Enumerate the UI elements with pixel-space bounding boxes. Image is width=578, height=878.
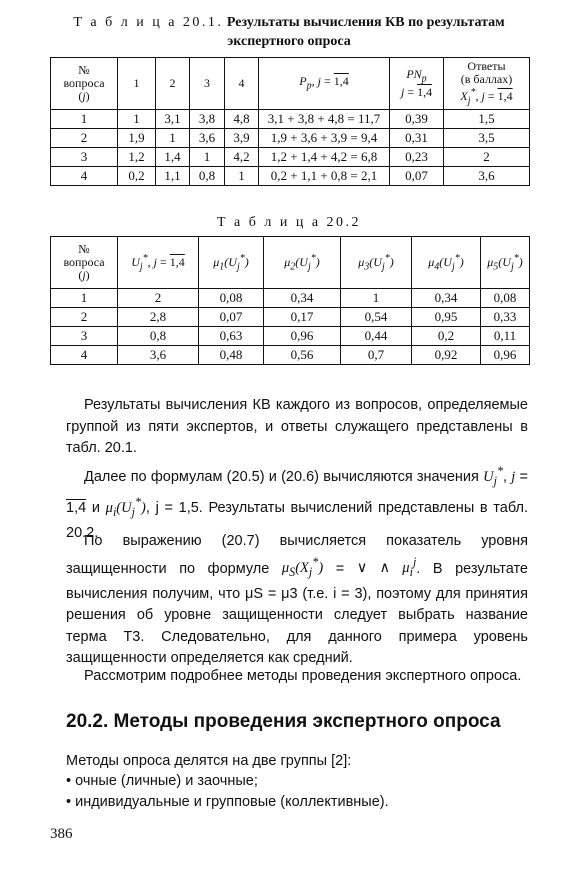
table2-cell: 2 [51, 308, 118, 327]
table2-cell: 0,8 [118, 327, 199, 346]
table2-cell: 1 [51, 289, 118, 308]
table1-cell: 3,5 [444, 129, 530, 148]
table2-header-mu1: $\mu_1(U_j^*)$ [199, 237, 264, 289]
table1-cell: 1,2 [118, 148, 156, 167]
table1-row [51, 167, 530, 186]
table2-cell: 0,34 [264, 289, 341, 308]
table2-header-row [51, 237, 530, 289]
table2-cell: 0,48 [199, 346, 264, 365]
paragraph-3: По выражению (20.7) вычисляется показатель уровня защищенности по формуле $\mu_S(X_j^*)$ = ∨ ∧ $\mu_i^j$. В результате вычисления получим, что μS = μ3 (т.е. i = 3), поэтому для принятия решения об уровне защищенности следует выбрать название терма T3. Следовательно, для данного примера уровень защищенности определяется как средний. [66, 533, 528, 667]
table-20-1 [50, 57, 530, 186]
table1-cell: 1 [51, 110, 118, 129]
table1-cell: 3,6 [444, 167, 530, 186]
table1-cell: 2 [51, 129, 118, 148]
table1-cell: 0,2 [118, 167, 156, 186]
table2-cell: 0,08 [481, 289, 530, 308]
table2-cell: 0,7 [341, 346, 412, 365]
table2-cell: 0,33 [481, 308, 530, 327]
table1-header-2: 2 [156, 58, 190, 110]
bullet-item-1: • очные (личные) и заочные; [66, 773, 258, 789]
table1-cell: 1,4 [156, 148, 190, 167]
paragraph-2-end: , j = 1,5. Результаты вычислений представлены в табл. 20.2. [66, 500, 528, 542]
table1-cell: 1 [156, 129, 190, 148]
table1-cell: 0,07 [390, 167, 444, 186]
table2-cell: 0,08 [199, 289, 264, 308]
table2-cell: 0,92 [412, 346, 481, 365]
table1-cell: 1,9 [118, 129, 156, 148]
table1-cell: 0,39 [390, 110, 444, 129]
table1-cell: 3,6 [190, 129, 225, 148]
table2-cell: 3 [51, 327, 118, 346]
table1-caption-prefix: Т а б л и ц а 20.1. [73, 15, 224, 30]
table2-cell: 2,8 [118, 308, 199, 327]
table2-row [51, 308, 530, 327]
paragraph-3-start: По выражению (20.7) вычисляется показатель уровня защищенности по формуле [66, 533, 528, 577]
table1-cell: 1 [190, 148, 225, 167]
table1-row [51, 110, 530, 129]
table1-cell: 1 [225, 167, 259, 186]
table1-cell: 3,1 + 3,8 + 4,8 = 11,7 [259, 110, 390, 129]
table2-caption-text: Т а б л и ц а 20.2 [216, 215, 362, 230]
table1-cell: 1 [118, 110, 156, 129]
table1-header-3: 3 [190, 58, 225, 110]
table1-caption-title: Результаты вычисления КВ по результатам [226, 15, 505, 30]
paragraph-4: Рассмотрим подробнее методы проведения экспертного опроса. [84, 668, 522, 684]
table1-header-pp: $P_p$, j = 1,4 [259, 58, 390, 110]
paragraph-1: Результаты вычисления КВ каждого из вопросов, определяемые группой из пяти экспертов, и ответы служащего представлены в табл. 20.1. [66, 397, 528, 456]
table2-header-mu5: $\mu_5(U_j^*)$ [481, 237, 530, 289]
paragraph-3-end: . В результате вычисления получим, что μS = μ3 (т.е. i = 3), поэтому для принятия решения об уровне защищенности следует выбрать название терма T3. Следовательно, для данного примера уровень защищенности определяется как средний. [66, 560, 528, 667]
table1-cell: 1,1 [156, 167, 190, 186]
table1-cell: 3,8 [190, 110, 225, 129]
table1-header-answers: Ответы (в баллах) $X_j^*$, j = 1,4 [444, 58, 530, 110]
table2-cell: 0,34 [412, 289, 481, 308]
table2-cell: 0,2 [412, 327, 481, 346]
table2-cell: 2 [118, 289, 199, 308]
table1-header-row [51, 58, 530, 110]
table1-caption-title-2: экспертного опроса [227, 34, 351, 49]
table1-cell: 3,9 [225, 129, 259, 148]
table1-cell: 1,9 + 3,6 + 3,9 = 9,4 [259, 129, 390, 148]
table2-cell: 0,95 [412, 308, 481, 327]
table2-cell: 1 [341, 289, 412, 308]
table2-header-mu3: $\mu_3(U_j^*)$ [341, 237, 412, 289]
table2-cell: 0,54 [341, 308, 412, 327]
table2-header-question: № вопроса (j) [51, 237, 118, 289]
table1-cell: 0,31 [390, 129, 444, 148]
table2-cell: 0,11 [481, 327, 530, 346]
table2-header-mu4: $\mu_4(U_j^*)$ [412, 237, 481, 289]
table1-cell: 0,2 + 1,1 + 0,8 = 2,1 [259, 167, 390, 186]
page-number: 386 [50, 826, 73, 842]
table2-row [51, 346, 530, 365]
table2-cell: 0,96 [481, 346, 530, 365]
table1-header-question: № вопроса (j) [51, 58, 118, 110]
paragraph-2: Далее по формулам (20.5) и (20.6) вычисляются значения $U_j^*$, j = 1,4 и $\mu_i(U_j^*)$, j = 1,5. Результаты вычислений представлены в табл. 20.2. [66, 464, 529, 542]
table1-cell: 4 [51, 167, 118, 186]
table2-cell: 3,6 [118, 346, 199, 365]
table1-header-1: 1 [118, 58, 156, 110]
table2-cell: 0,07 [199, 308, 264, 327]
table2-cell: 0,17 [264, 308, 341, 327]
section-heading: 20.2. Методы проведения экспертного опроса [66, 711, 501, 732]
paragraph-5: Методы опроса делятся на две группы [2]: [66, 753, 352, 769]
table1-header-pnp: $PN_p$ j = 1,4 [390, 58, 444, 110]
table1-row [51, 129, 530, 148]
table1-caption [0, 14, 578, 31]
table2-header-mu2: $\mu_2(U_j^*)$ [264, 237, 341, 289]
table2-cell: 0,44 [341, 327, 412, 346]
table2-caption [0, 214, 578, 231]
table1-cell: 4,2 [225, 148, 259, 167]
table-20-2 [50, 236, 530, 365]
table2-cell: 4 [51, 346, 118, 365]
table1-cell: 3,1 [156, 110, 190, 129]
table1-row [51, 148, 530, 167]
table2-cell: 0,63 [199, 327, 264, 346]
table2-cell: 0,56 [264, 346, 341, 365]
table1-cell: 0,23 [390, 148, 444, 167]
paragraph-2-start: Далее по формулам (20.5) и (20.6) вычисляются значения [84, 468, 479, 485]
table1-cell: 3 [51, 148, 118, 167]
table2-row [51, 289, 530, 308]
bullet-item-2: • индивидуальные и групповые (коллективные). [66, 794, 389, 810]
table2-cell: 0,96 [264, 327, 341, 346]
table1-cell: 1,2 + 1,4 + 4,2 = 6,8 [259, 148, 390, 167]
table1-header-4: 4 [225, 58, 259, 110]
table2-row [51, 327, 530, 346]
table1-cell: 0,8 [190, 167, 225, 186]
table1-cell: 4,8 [225, 110, 259, 129]
table1-cell: 2 [444, 148, 530, 167]
table2-header-u: $U_j^*$, j = 1,4 [118, 237, 199, 289]
table1-cell: 1,5 [444, 110, 530, 129]
